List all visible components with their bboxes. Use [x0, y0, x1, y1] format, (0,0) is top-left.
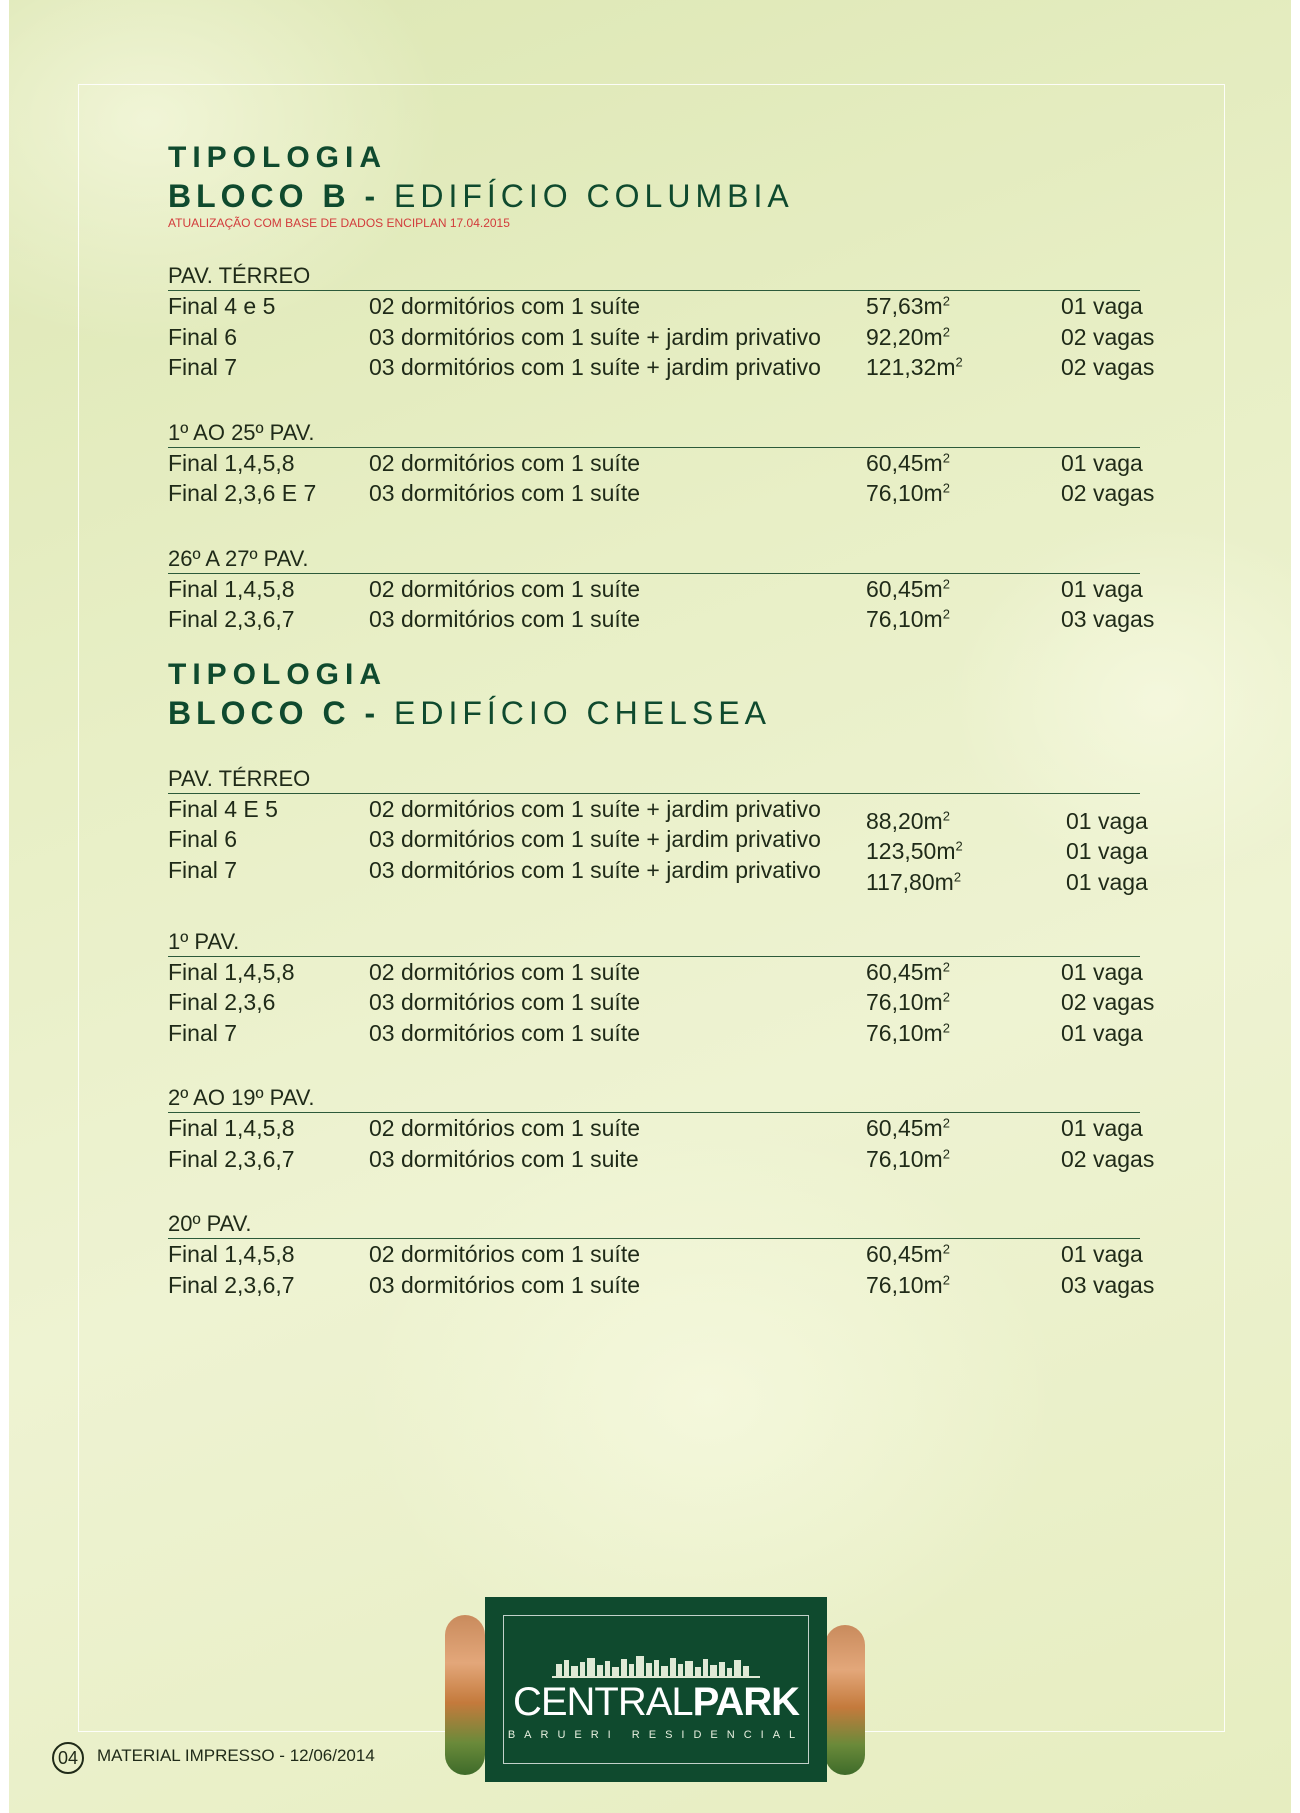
- description: 03 dormitórios com 1 suite: [369, 1145, 639, 1172]
- bloco-b-title-strong: BLOCO B -: [168, 178, 394, 214]
- table-row: [168, 987, 1168, 1018]
- bloco-b-sections: [168, 262, 1168, 635]
- table-row: [168, 957, 1168, 988]
- table-row: [168, 478, 1168, 509]
- vagas-value: 01 vaga: [1066, 807, 1148, 834]
- description: 02 dormitórios com 1 suíte: [369, 1115, 641, 1141]
- terreo-finals: [168, 794, 278, 886]
- page-number-badge: 04: [52, 1742, 84, 1774]
- area-number: 76,10m: [866, 1145, 943, 1172]
- table-row: [168, 352, 1168, 383]
- area-value: [866, 322, 950, 352]
- area-value: [866, 478, 950, 508]
- area-unit-sup: 2: [942, 606, 950, 622]
- vagas-value: 01 vaga: [1066, 838, 1148, 864]
- final-label: Final 7: [168, 856, 238, 883]
- final-label: Final 6: [168, 826, 238, 852]
- table-row: [168, 1144, 1168, 1175]
- brochure-page: [9, 0, 1291, 1813]
- area-unit-sup: 2: [942, 1145, 950, 1161]
- area-unit-sup: 2: [942, 1019, 950, 1035]
- area-value: [866, 352, 963, 382]
- vagas-value: 01 vaga: [1061, 293, 1143, 319]
- central-park-logo: [485, 1597, 827, 1782]
- vagas-value: 01 vaga: [1061, 1019, 1143, 1046]
- table-row: [168, 574, 1168, 605]
- final-label: Final 4 E 5: [168, 795, 278, 822]
- area-unit-sup: 2: [942, 293, 950, 309]
- table-section: [168, 1084, 1168, 1174]
- terreo-vagas: [1066, 806, 1148, 898]
- area-value: [866, 1113, 950, 1143]
- area-value: [866, 1239, 950, 1269]
- section-heading: 1º AO 25º PAV.: [168, 419, 1140, 448]
- area-value: [866, 957, 950, 987]
- area-number: 60,45m: [866, 575, 943, 602]
- final-label: Final 4 e 5: [168, 293, 276, 319]
- table-row: [168, 448, 1168, 479]
- area-value: [866, 574, 950, 604]
- logo-subtitle: BARUERI RESIDENCIAL: [507, 1729, 805, 1741]
- bloco-c-title-strong: BLOCO C -: [168, 694, 394, 731]
- table-section: [168, 419, 1168, 509]
- area-number: 60,45m: [866, 1241, 943, 1267]
- area-unit-sup: 2: [955, 354, 963, 370]
- final-label: Final 2,3,6,7: [168, 606, 295, 632]
- kids-photo-left: [445, 1615, 485, 1775]
- description: 03 dormitórios com 1 suíte + jardim privativo: [369, 323, 821, 350]
- area-unit-sup: 2: [942, 958, 950, 974]
- area-value: [866, 604, 950, 634]
- section-heading: 1º PAV.: [168, 928, 1140, 957]
- vagas-value: 01 vaga: [1061, 1115, 1143, 1141]
- description: 03 dormitórios com 1 suíte + jardim privativo: [369, 354, 821, 380]
- final-label: Final 1,4,5,8: [168, 958, 295, 985]
- section-heading: 20º PAV.: [168, 1210, 1140, 1239]
- description: 03 dormitórios com 1 suíte + jardim privativo: [369, 856, 821, 883]
- skyline-icon: [552, 1656, 760, 1678]
- final-label: Final 1,4,5,8: [168, 449, 295, 476]
- area-unit-sup: 2: [942, 449, 950, 465]
- vagas-value: 03 vagas: [1061, 606, 1155, 632]
- bloco-b: [168, 140, 1168, 635]
- bloco-c-title-light: EDIFÍCIO CHELSEA: [393, 694, 771, 731]
- table-row: [168, 604, 1168, 635]
- table-row: [168, 1018, 1168, 1049]
- bloco-b-title: [168, 176, 1168, 216]
- final-label: Final 2,3,6 E 7: [168, 480, 317, 506]
- table-section: [168, 928, 1168, 1049]
- bloco-c-terreo-section: [168, 765, 1168, 895]
- final-label: Final 1,4,5,8: [168, 1115, 295, 1141]
- area-value: [866, 1144, 950, 1174]
- description: 02 dormitórios com 1 suíte: [369, 575, 641, 602]
- vagas-value: 01 vaga: [1061, 958, 1143, 985]
- table-row: [168, 322, 1168, 353]
- final-label: Final 2,3,6: [168, 989, 276, 1015]
- table-section: [168, 545, 1168, 635]
- vagas-value: 01 vaga: [1061, 1241, 1143, 1267]
- vagas-value: 01 vaga: [1061, 449, 1143, 476]
- vagas-value: 02 vagas: [1061, 989, 1155, 1015]
- description: 03 dormitórios com 1 suíte: [369, 1271, 641, 1298]
- vagas-value: 01 vaga: [1066, 868, 1148, 895]
- area-number: 60,45m: [866, 1115, 943, 1141]
- terreo-areas: [866, 806, 963, 898]
- area-unit-sup: 2: [942, 1271, 950, 1287]
- area-value: [866, 987, 950, 1017]
- area-number: 76,10m: [866, 1271, 943, 1298]
- area-number: 76,10m: [866, 989, 943, 1015]
- kids-photo-right: [825, 1625, 865, 1775]
- final-label: Final 2,3,6,7: [168, 1145, 295, 1172]
- bloco-c-title: [168, 693, 1168, 733]
- description: 02 dormitórios com 1 suíte: [369, 958, 641, 985]
- logo-name: CENTRALPARK: [512, 1680, 800, 1724]
- vagas-value: 02 vagas: [1061, 323, 1155, 350]
- content: [168, 140, 1168, 1300]
- final-label: Final 2,3,6,7: [168, 1271, 295, 1298]
- vagas-value: 02 vagas: [1061, 1145, 1155, 1172]
- description: 02 dormitórios com 1 suíte: [369, 293, 641, 319]
- vagas-value: 02 vagas: [1061, 480, 1155, 506]
- description: 03 dormitórios com 1 suíte: [369, 989, 641, 1015]
- final-label: Final 1,4,5,8: [168, 1241, 295, 1267]
- area-number: 76,10m: [866, 606, 943, 632]
- final-label: Final 7: [168, 1019, 238, 1046]
- table-section: [168, 262, 1168, 383]
- area-number: 76,10m: [866, 480, 943, 506]
- update-note: ATUALIZAÇÃO COM BASE DE DADOS ENCIPLAN 17.04.2015: [168, 216, 510, 230]
- area-value: [866, 1018, 950, 1048]
- vagas-value: 02 vagas: [1061, 354, 1155, 380]
- vagas-value: 03 vagas: [1061, 1271, 1155, 1298]
- area-number: 121,32m: [866, 354, 956, 380]
- bloco-c: [168, 657, 1168, 1301]
- bloco-b-tipologia: TIPOLOGIA: [168, 141, 387, 174]
- terreo-rows: [168, 794, 1168, 895]
- final-label: Final 6: [168, 323, 238, 350]
- area-value: $123,50m^2$: [866, 838, 963, 864]
- area-value: [866, 291, 950, 321]
- vagas-value: 01 vaga: [1061, 575, 1143, 602]
- table-section: [168, 1210, 1168, 1300]
- description: 03 dormitórios com 1 suíte: [369, 606, 641, 632]
- area-unit-sup: 2: [942, 1115, 950, 1131]
- description: 02 dormitórios com 1 suíte: [369, 449, 641, 476]
- area-number: 76,10m: [866, 1019, 943, 1046]
- area-unit-sup: 2: [942, 323, 950, 339]
- area-number: 60,45m: [866, 449, 943, 476]
- bloco-c-sections: [168, 928, 1168, 1301]
- description: 03 dormitórios com 1 suíte: [369, 480, 641, 506]
- area-value: $117,80m^2$: [866, 868, 962, 895]
- area-unit-sup: 2: [942, 480, 950, 496]
- area-unit-sup: 2: [942, 575, 950, 591]
- section-heading: PAV. TÉRREO: [168, 765, 1140, 794]
- area-value: [866, 448, 950, 478]
- section-heading: 26º A 27º PAV.: [168, 545, 1140, 574]
- area-number: 57,63m: [866, 293, 943, 319]
- final-label: Final 7: [168, 354, 238, 380]
- final-label: Final 1,4,5,8: [168, 575, 295, 602]
- area-unit-sup: 2: [942, 1241, 950, 1257]
- area-unit-sup: 2: [942, 989, 950, 1005]
- bloco-c-tipologia: TIPOLOGIA: [168, 657, 387, 691]
- table-row: [168, 1113, 1168, 1144]
- table-row: [168, 1270, 1168, 1301]
- area-number: 92,20m: [866, 323, 943, 350]
- area-value: $88,20m^2$: [866, 807, 950, 834]
- description: 02 dormitórios com 1 suíte: [369, 1241, 641, 1267]
- logo-border: [503, 1615, 809, 1764]
- description: 02 dormitórios com 1 suíte + jardim privativo: [369, 795, 821, 822]
- description: 03 dormitórios com 1 suíte: [369, 1019, 641, 1046]
- description: 03 dormitórios com 1 suíte + jardim privativo: [369, 826, 821, 852]
- table-row: [168, 1239, 1168, 1270]
- section-heading: 2º AO 19º PAV.: [168, 1084, 1140, 1113]
- bloco-b-title-light: EDIFÍCIO COLUMBIA: [393, 178, 794, 214]
- table-row: [168, 291, 1168, 322]
- terreo-descs: [369, 794, 821, 886]
- area-number: 60,45m: [866, 958, 943, 985]
- printed-date: MATERIAL IMPRESSO - 12/06/2014: [97, 1746, 375, 1765]
- area-value: [866, 1270, 950, 1300]
- section-heading: PAV. TÉRREO: [168, 262, 1140, 291]
